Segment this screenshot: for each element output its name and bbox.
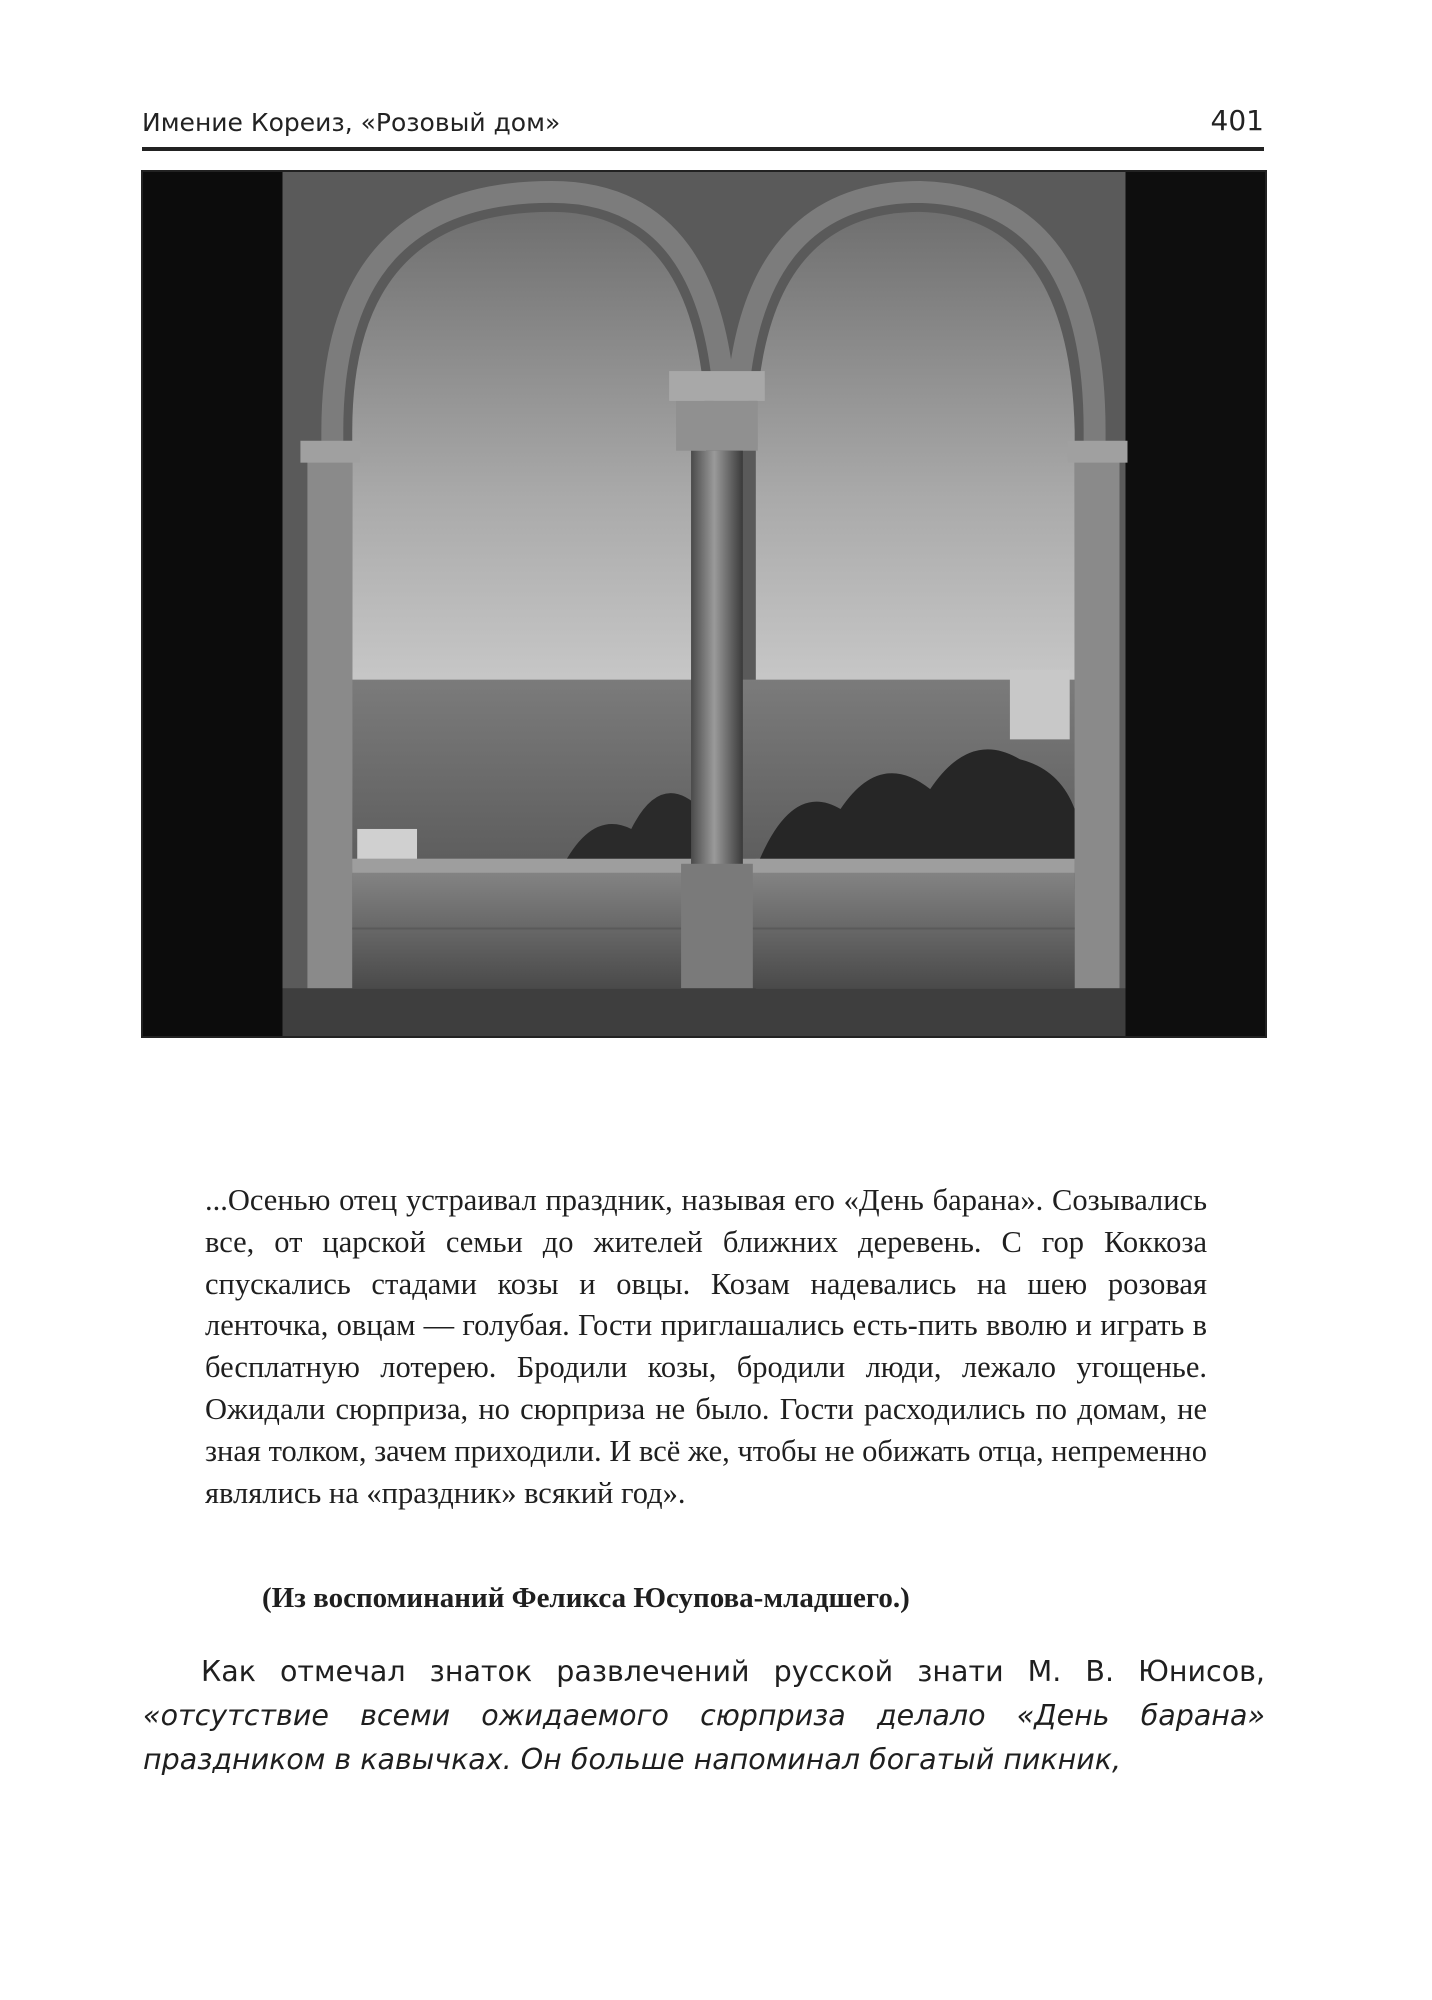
page-number: 401 [1210, 104, 1264, 137]
photo-illustration [143, 172, 1265, 1036]
quote-attribution: (Из воспоминаний Феликса Юсупова-младшего.) [262, 1582, 910, 1614]
arched-window-photo [141, 170, 1267, 1038]
running-title: Имение Кореиз, «Розовый дом» [142, 108, 561, 137]
body-italic-quote: «отсутствие всеми ожидаемого сюрприза делало «День барана» праздником в кавычках. Он больше напоминал богатый пикник, [143, 1699, 1265, 1776]
page-header [142, 104, 1264, 152]
memoir-quote [205, 1180, 1207, 1514]
body-lead-text: Как отмечал знаток развлечений русской знати М. В. Юнисов, [201, 1655, 1265, 1688]
header-rule [142, 147, 1264, 151]
body-paragraph [143, 1650, 1265, 1782]
quote-text: ...Осенью отец устраивал праздник, называя его «День барана». Созывались все, от царской семьи до жителей ближних деревень. С гор Коккоза спускались стадами козы и овцы. Козам надевались на шею розовая ленточка, овцам — голубая. Гости приглашались есть-пить вволю и играть в бесплатную лотерею. Бродили козы, бродили люди, лежало угощенье. Ожидали сюрприза, но сюрприза не было. Гости расходились по домам, не зная толком, зачем приходили. И всё же, чтобы не обижать отца, непременно являлись на «праздник» всякий год». [205, 1183, 1207, 1510]
